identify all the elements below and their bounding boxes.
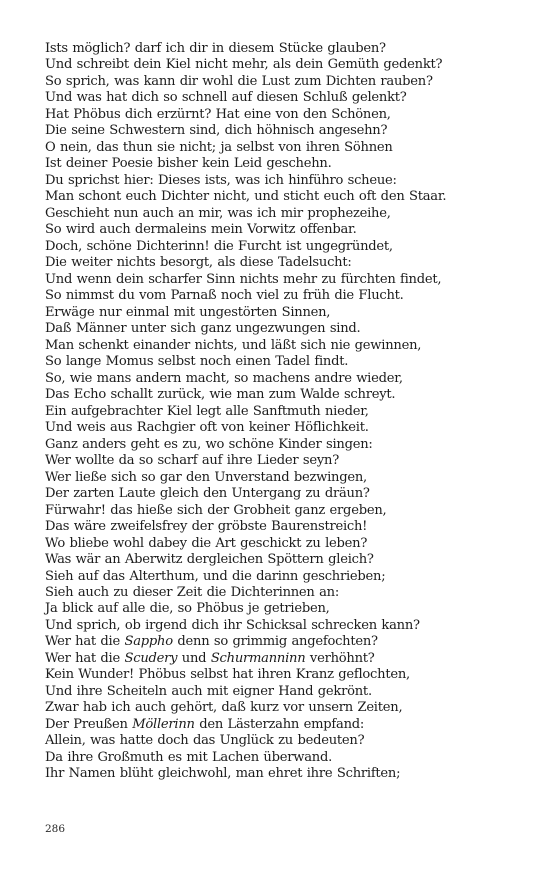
poem-line-text: Da ihre Großmuth es mit Lachen überwand. xyxy=(45,749,332,765)
poem-line xyxy=(45,651,525,667)
poem-line-text: Die weiter nichts besorgt, als diese Tadelsucht: xyxy=(45,255,352,271)
poem-line xyxy=(45,717,525,733)
poem-line-text: Und schreibt dein Kiel nicht mehr, als dein Gemüth gedenkt? xyxy=(45,57,443,73)
poem-line xyxy=(45,684,525,700)
poem-line xyxy=(45,371,525,387)
poem-line-text: Fürwahr! das hieße sich der Grobheit ganz ergeben, xyxy=(45,502,387,518)
poem-line-text: Zwar hab ich auch gehört, daß kurz vor unsern Zeiten, xyxy=(45,700,403,716)
poem-line xyxy=(45,552,525,568)
poem-line xyxy=(45,585,525,601)
poem-line xyxy=(45,420,525,436)
poem-line-text: Der zarten Laute gleich den Untergang zu dräun? xyxy=(45,486,370,502)
poem-line-text: Sieh auf das Alterthum, und die darinn geschrieben; xyxy=(45,568,386,584)
poem-line xyxy=(45,222,525,238)
poem-line xyxy=(45,305,525,321)
poem-line-text: Doch, schöne Dichterinn! die Furcht ist ungegründet, xyxy=(45,238,393,254)
poem-line xyxy=(45,486,525,502)
poem-line-italic-name: Schurmanninn xyxy=(210,650,306,666)
poem-line-text: Das Echo schallt zurück, wie man zum Walde schreyt. xyxy=(45,387,396,403)
poem-line xyxy=(45,503,525,519)
poem-line xyxy=(45,123,525,139)
poem-line-text: Die seine Schwestern sind, dich höhnisch angesehn? xyxy=(45,123,388,139)
poem-line xyxy=(45,470,525,486)
poem-line-text: Wer ließe sich so gar den Unverstand bezwingen, xyxy=(45,469,367,485)
poem-line-italic-name: Sappho xyxy=(124,634,173,650)
poem-line xyxy=(45,90,525,106)
poem-line xyxy=(45,700,525,716)
poem-line xyxy=(45,601,525,617)
poem-line-text: Der Preußen xyxy=(45,716,133,732)
poem-line-text: Du sprichst hier: Dieses ists, was ich hinführo scheue: xyxy=(45,172,397,188)
poem-line-text: Und wenn dein scharfer Sinn nichts mehr zu fürchten findet, xyxy=(45,271,442,287)
poem-line-text: Was wär an Aberwitz dergleichen Spöttern gleich? xyxy=(45,552,374,568)
poem-line xyxy=(45,41,525,57)
poem-line-text: Und ihre Scheiteln auch mit eigner Hand gekrönt. xyxy=(45,683,372,699)
poem-line-text: Erwäge nur einmal mit ungestörten Sinnen, xyxy=(45,304,331,320)
poem-line-text: So wird auch dermaleins mein Vorwitz offenbar. xyxy=(45,222,357,238)
poem-line-text: Ganz anders geht es zu, wo schöne Kinder singen: xyxy=(45,436,373,452)
poem-line xyxy=(45,173,525,189)
poem-line-text: Das wäre zweifelsfrey der gröbste Baurenstreich! xyxy=(45,519,368,535)
poem-line xyxy=(45,288,525,304)
poem-line xyxy=(45,255,525,271)
poem-line-text: Ihr Namen blüht gleichwohl, man ehret ihre Schriften; xyxy=(45,766,401,782)
poem-line xyxy=(45,766,525,782)
poem-line xyxy=(45,536,525,552)
poem-line-text: Und sprich, ob irgend dich ihr Schicksal schrecken kann? xyxy=(45,617,420,633)
poem-line-text: Und was hat dich so schnell auf diesen Schluß gelenkt? xyxy=(45,90,407,106)
poem-line-text: So, wie mans andern macht, so machens andre wieder, xyxy=(45,370,403,386)
poem-line xyxy=(45,569,525,585)
poem-line xyxy=(45,189,525,205)
poem-line xyxy=(45,107,525,123)
poem-line-text: Wer hat die xyxy=(45,634,125,650)
poem-line-text: Geschieht nun auch an mir, was ich mir prophezeihe, xyxy=(45,205,391,221)
poem-text xyxy=(45,41,525,783)
poem-line-text: Ist deiner Poesie bisher kein Leid geschehn. xyxy=(45,156,332,172)
poem-line-text: und xyxy=(177,650,211,666)
poem-line xyxy=(45,667,525,683)
poem-line xyxy=(45,272,525,288)
poem-line xyxy=(45,750,525,766)
poem-line xyxy=(45,338,525,354)
poem-line-text: Wer hat die xyxy=(45,650,125,666)
poem-line-text: Wer wollte da so scharf auf ihre Lieder seyn? xyxy=(45,453,339,469)
poem-line xyxy=(45,321,525,337)
poem-line-text: Ists möglich? darf ich dir in diesem Stücke glauben? xyxy=(45,41,386,56)
poem-line-text: So lange Momus selbst noch einen Tadel findt. xyxy=(45,354,349,370)
poem-line xyxy=(45,519,525,535)
poem-line xyxy=(45,239,525,255)
poem-line xyxy=(45,57,525,73)
poem-line-text: den Lästerzahn empfand: xyxy=(194,716,365,732)
poem-line xyxy=(45,156,525,172)
poem-line-text: Kein Wunder! Phöbus selbst hat ihren Kranz geflochten, xyxy=(45,667,410,683)
poem-line-text: So nimmst du vom Parnaß noch viel zu früh die Flucht. xyxy=(45,288,404,304)
poem-line xyxy=(45,387,525,403)
poem-line xyxy=(45,618,525,634)
poem-line xyxy=(45,437,525,453)
poem-line-text: O nein, das thun sie nicht; ja selbst von ihren Söhnen xyxy=(45,139,393,155)
poem-line-text: Ein aufgebrachter Kiel legt alle Sanftmuth nieder, xyxy=(45,403,369,419)
poem-line-text: Ja blick auf alle die, so Phöbus je getrieben, xyxy=(45,601,330,617)
page-number: 286 xyxy=(45,823,66,835)
poem-line xyxy=(45,453,525,469)
poem-line-text: Man schenkt einander nichts, und läßt sich nie gewinnen, xyxy=(45,337,422,353)
poem-line-text: Sieh auch zu dieser Zeit die Dichterinnen an: xyxy=(45,584,340,600)
poem-line-text: Und weis aus Rachgier oft von keiner Höflichkeit. xyxy=(45,420,369,436)
poem-line xyxy=(45,140,525,156)
poem-line-italic-name: Scudery xyxy=(124,650,178,666)
poem-line xyxy=(45,206,525,222)
poem-line-text: denn so grimmig angefochten? xyxy=(172,634,378,650)
poem-line-text: Hat Phöbus dich erzürnt? Hat eine von den Schönen, xyxy=(45,106,391,122)
poem-line xyxy=(45,634,525,650)
poem-line-text: verhöhnt? xyxy=(305,650,375,666)
poem-line-text: So sprich, was kann dir wohl die Lust zum Dichten rauben? xyxy=(45,73,433,89)
poem-line xyxy=(45,354,525,370)
poem-line xyxy=(45,733,525,749)
poem-line-text: Man schont euch Dichter nicht, und sticht euch oft den Staar. xyxy=(45,189,447,205)
poem-line xyxy=(45,404,525,420)
poem-line xyxy=(45,74,525,90)
poem-line-text: Daß Männer unter sich ganz ungezwungen sind. xyxy=(45,321,361,337)
poem-line-text: Wo bliebe wohl dabey die Art geschickt zu leben? xyxy=(45,535,368,551)
poem-line-text: Allein, was hatte doch das Unglück zu bedeuten? xyxy=(45,733,365,749)
poem-line-italic-name: Möllerinn xyxy=(132,716,195,732)
